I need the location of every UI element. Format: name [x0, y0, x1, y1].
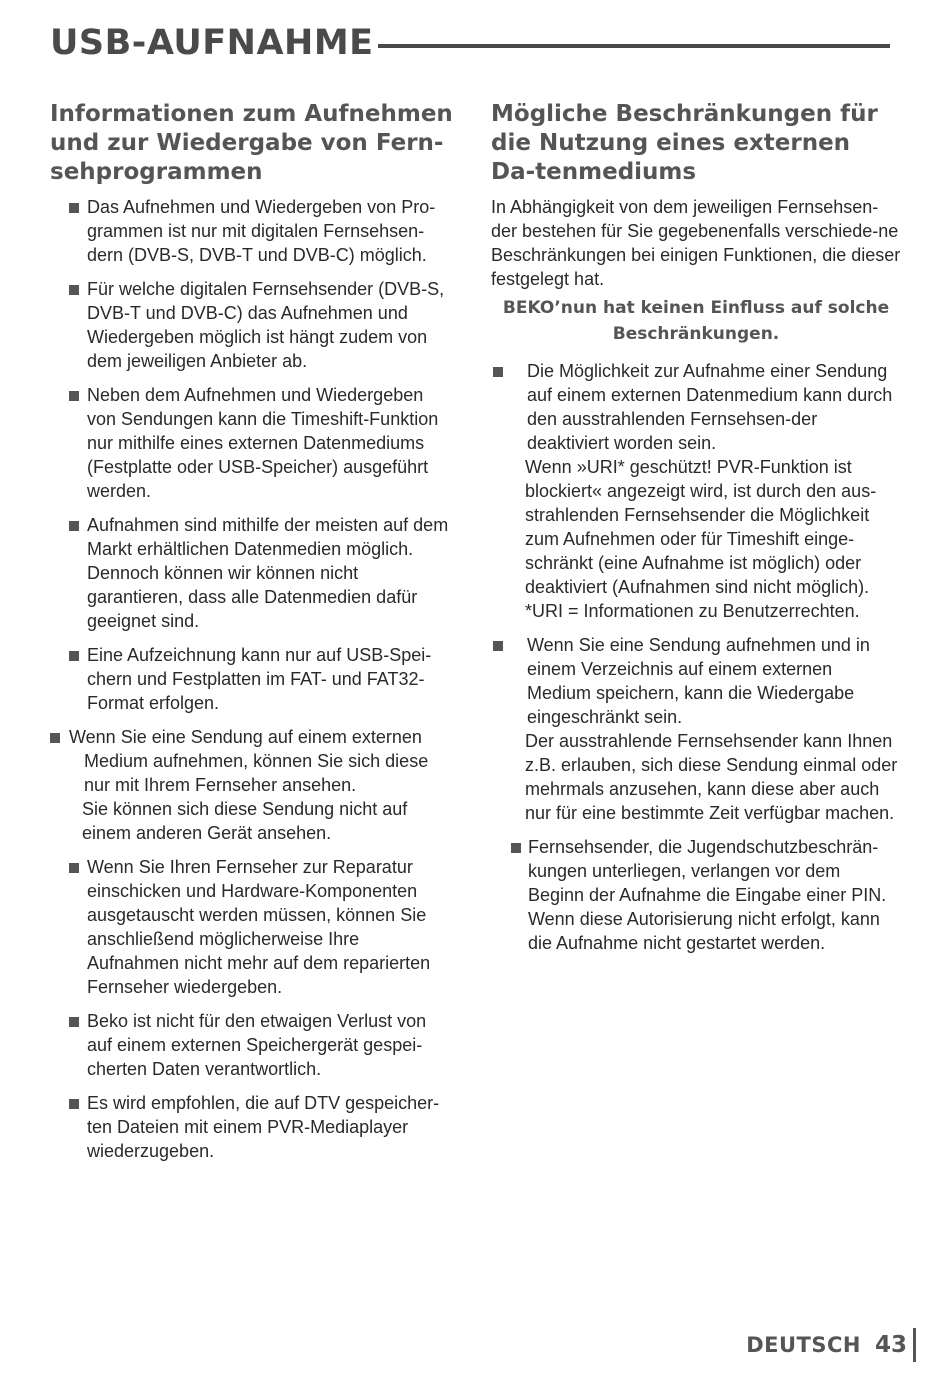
square-bullet-icon [493, 367, 503, 377]
list-item-text [527, 633, 901, 825]
list-item [491, 633, 901, 825]
list-item [50, 643, 455, 715]
list-item [50, 855, 455, 999]
page-footer [746, 1326, 916, 1364]
left-heading: Informationen zum Aufnehmen und zur Wiedergabe von Fern-sehprogrammen [50, 101, 453, 185]
list-item-outer [50, 725, 455, 845]
right-heading: Mögliche Beschränkungen für die Nutzung eines externen Da-tenmediums [491, 101, 878, 185]
list-item-continuation: Medium aufnehmen, können Sie sich diese nur mit Ihrem Fernseher ansehen. [84, 751, 429, 795]
page-number: 43 [874, 1332, 907, 1358]
square-bullet-icon [69, 651, 79, 661]
header-rule [378, 44, 890, 48]
square-bullet-icon [69, 1017, 79, 1027]
square-bullet-icon [493, 641, 503, 651]
left-column [50, 100, 455, 1173]
list-item-text: Es wird empfohlen, die auf DTV gespeicher-ten Dateien mit einem PVR-Mediaplayer wiederzugeben. [87, 1093, 440, 1161]
page-header [50, 18, 890, 68]
list-item-paragraph: Wenn »URI* geschützt! PVR-Funktion ist blockiert« angezeigt wird, ist durch den aus-strahlenden Fernsehsender die Möglichkeit zum Aufnehmen oder für Timeshift einge-schränkt (eine Aufnahme ist möglich) oder deaktiviert (Aufnahmen sind nicht möglich). [525, 457, 877, 597]
list-item [50, 1091, 455, 1163]
list-item [50, 383, 455, 503]
list-item-text: Eine Aufzeichnung kann nur auf USB-Spei-chern und Festplatten im FAT- und FAT32-Format erfolgen. [87, 645, 432, 713]
list-item-text: Das Aufnehmen und Wiedergeben von Pro-grammen ist nur mit digitalen Fernsehsen-dern (DVB-S, DVB-T und DVB-C) möglich. [87, 197, 436, 265]
list-item-text: Für welche digitalen Fernsehsender (DVB-S, DVB-T und DVB-C) das Aufnehmen und Wiedergeben möglich ist hängt zudem von dem jeweiligen Anbieter ab. [87, 279, 445, 371]
list-item-paragraph: Wenn Sie eine Sendung aufnehmen und in einem Verzeichnis auf einem externen Medium speichern, kann die Wiedergabe eingeschränkt sein. [527, 635, 870, 727]
list-item-continuation: Sie können sich diese Sendung nicht auf einem anderen Gerät ansehen. [82, 799, 408, 843]
page-title: USB-AUFNAHME [50, 23, 374, 63]
list-item-paragraph: Die Möglichkeit zur Aufnahme einer Sendung auf einem externen Datenmedium kann durch den ausstrahlenden Fernsehsen-der deaktiviert worden sein. [527, 361, 893, 453]
footer-bar [913, 1328, 916, 1362]
footer-language: DEUTSCH [746, 1333, 861, 1357]
list-item-text [527, 359, 901, 623]
list-item [50, 1009, 455, 1081]
square-bullet-icon [69, 1099, 79, 1109]
list-item-footnote: *URI = Informationen zu Benutzerrechten. [525, 601, 860, 621]
list-item-paragraph: Der ausstrahlende Fernsehsender kann Ihnen z.B. erlauben, sich diese Sendung einmal oder mehrmals anzusehen, kann diese aber auch nur für eine bestimmte Zeit verfügbar machen. [525, 731, 898, 823]
list-item [50, 277, 455, 373]
notice-text: BEKO’nun hat keinen Einfluss auf solche Beschränkungen. [502, 298, 890, 344]
square-bullet-icon [69, 863, 79, 873]
list-item [50, 513, 455, 633]
right-column [491, 100, 901, 955]
list-item-text: Aufnahmen sind mithilfe der meisten auf dem Markt erhältlichen Datenmedien möglich. Dennoch können wir können nicht garantieren, dass alle Datenmedien dafür geeignet sind. [87, 515, 449, 631]
list-item [491, 835, 901, 955]
list-item-text: Beko ist nicht für den etwaigen Verlust von auf einem externen Speichergerät gespei-cherten Daten verantwortlich. [87, 1011, 427, 1079]
square-bullet-icon [69, 285, 79, 295]
list-item [491, 359, 901, 623]
list-item-first-line: Wenn Sie eine Sendung auf einem externen [69, 727, 422, 747]
square-bullet-icon [69, 203, 79, 213]
square-bullet-icon [69, 521, 79, 531]
intro-paragraph: In Abhängigkeit von dem jeweiligen Fernsehsen-der bestehen für Sie gegebenenfalls verschiede-ne Beschränkungen bei einigen Funktionen, die dieser festgelegt hat. [491, 197, 901, 289]
square-bullet-icon [511, 843, 521, 853]
list-item [50, 195, 455, 267]
list-item-text: Wenn Sie Ihren Fernseher zur Reparatur einschicken und Hardware-Komponenten ausgetauscht werden müssen, können Sie anschließend möglicherweise Ihre Aufnahmen nicht mehr auf dem reparierten Fernseher wiedergeben. [87, 857, 431, 997]
list-item-text: Neben dem Aufnehmen und Wiedergeben von Sendungen kann die Timeshift-Funktion nur mithilfe eines externen Datenmediums (Festplatte oder USB-Speicher) ausgeführt werden. [87, 385, 439, 501]
list-item-text [69, 725, 455, 845]
square-bullet-icon [69, 391, 79, 401]
square-bullet-icon [50, 733, 60, 743]
list-item-text: Fernsehsender, die Jugendschutzbeschrän-kungen unterliegen, verlangen vor dem Beginn der Aufnahme die Eingabe einer PIN. Wenn diese Autorisierung nicht erfolgt, kann die Aufnahme nicht gestartet werden. [528, 837, 887, 953]
